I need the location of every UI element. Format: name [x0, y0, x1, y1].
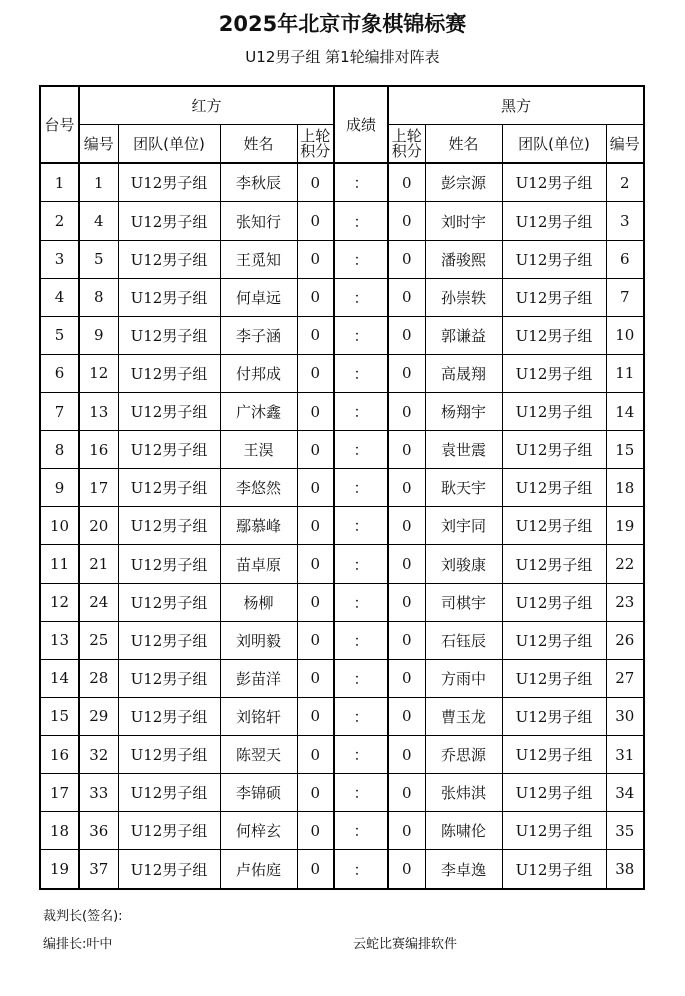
red-name-cell: 彭苗洋 — [220, 659, 297, 697]
result-cell: ： — [334, 621, 388, 659]
result-cell: ： — [334, 774, 388, 812]
black-name-cell: 潘骏熙 — [425, 240, 502, 278]
black-prev-score-cell: 0 — [388, 202, 425, 240]
black-team-cell: U12男子组 — [502, 545, 606, 583]
red-team-cell: U12男子组 — [118, 202, 220, 240]
table-row — [40, 240, 644, 278]
board-cell: 7 — [40, 393, 79, 431]
header-result: 成绩 — [334, 86, 388, 163]
red-name-cell: 李锦硕 — [220, 774, 297, 812]
red-number-cell: 28 — [79, 659, 118, 697]
board-cell: 8 — [40, 431, 79, 469]
black-prev-score-cell: 0 — [388, 736, 425, 774]
board-cell: 12 — [40, 583, 79, 621]
software-credit: 云蛇比赛编排软件 — [353, 937, 458, 952]
board-cell: 2 — [40, 202, 79, 240]
board-cell: 9 — [40, 469, 79, 507]
black-prev-score-cell: 0 — [388, 240, 425, 278]
red-team-cell: U12男子组 — [118, 850, 220, 889]
red-name-cell: 刘铭轩 — [220, 697, 297, 735]
table-row — [40, 850, 644, 889]
result-cell: ： — [334, 697, 388, 735]
header-black-side: 黑方 — [388, 86, 644, 125]
document-subtitle: U12男子组 第1轮编排对阵表 — [245, 48, 440, 66]
red-team-cell: U12男子组 — [118, 354, 220, 392]
black-team-cell: U12男子组 — [502, 431, 606, 469]
black-number-cell: 23 — [606, 583, 644, 621]
result-cell: ： — [334, 393, 388, 431]
red-number-cell: 32 — [79, 736, 118, 774]
red-number-cell: 21 — [79, 545, 118, 583]
red-prev-score-cell: 0 — [297, 240, 334, 278]
board-cell: 1 — [40, 163, 79, 202]
red-team-cell: U12男子组 — [118, 583, 220, 621]
red-number-cell: 1 — [79, 163, 118, 202]
black-prev-score-cell: 0 — [388, 507, 425, 545]
red-number-cell: 33 — [79, 774, 118, 812]
arranger-label: 编排长:叶中 — [43, 937, 113, 952]
red-team-cell: U12男子组 — [118, 316, 220, 354]
red-team-cell: U12男子组 — [118, 736, 220, 774]
black-number-cell: 11 — [606, 354, 644, 392]
red-team-cell: U12男子组 — [118, 774, 220, 812]
red-team-cell: U12男子组 — [118, 507, 220, 545]
black-number-cell: 27 — [606, 659, 644, 697]
red-name-cell: 李子涵 — [220, 316, 297, 354]
red-name-cell: 卢佑庭 — [220, 850, 297, 889]
black-number-cell: 30 — [606, 697, 644, 735]
red-team-cell: U12男子组 — [118, 545, 220, 583]
black-name-cell: 郭谦益 — [425, 316, 502, 354]
table-row — [40, 354, 644, 392]
red-number-cell: 24 — [79, 583, 118, 621]
red-name-cell: 王淏 — [220, 431, 297, 469]
table-row — [40, 431, 644, 469]
black-team-cell: U12男子组 — [502, 583, 606, 621]
black-name-cell: 方雨中 — [425, 659, 502, 697]
black-name-cell: 司棋宇 — [425, 583, 502, 621]
table-row — [40, 659, 644, 697]
red-prev-score-cell: 0 — [297, 278, 334, 316]
red-number-cell: 8 — [79, 278, 118, 316]
black-team-cell: U12男子组 — [502, 316, 606, 354]
red-number-cell: 36 — [79, 812, 118, 850]
black-team-cell: U12男子组 — [502, 507, 606, 545]
table-row — [40, 812, 644, 850]
header-red-name: 姓名 — [220, 125, 297, 164]
red-team-cell: U12男子组 — [118, 163, 220, 202]
table-row — [40, 583, 644, 621]
red-number-cell: 16 — [79, 431, 118, 469]
black-number-cell: 15 — [606, 431, 644, 469]
red-team-cell: U12男子组 — [118, 697, 220, 735]
black-name-cell: 孙崇轶 — [425, 278, 502, 316]
black-name-cell: 石钰辰 — [425, 621, 502, 659]
black-prev-score-cell: 0 — [388, 697, 425, 735]
header-red-team: 团队(单位) — [118, 125, 220, 164]
black-name-cell: 李卓逸 — [425, 850, 502, 889]
red-number-cell: 4 — [79, 202, 118, 240]
result-cell: ： — [334, 431, 388, 469]
red-name-cell: 李秋辰 — [220, 163, 297, 202]
black-name-cell: 高晟翔 — [425, 354, 502, 392]
red-name-cell: 张知行 — [220, 202, 297, 240]
red-name-cell: 苗卓原 — [220, 545, 297, 583]
black-prev-score-cell: 0 — [388, 316, 425, 354]
table-row — [40, 278, 644, 316]
black-name-cell: 彭宗源 — [425, 163, 502, 202]
red-prev-score-cell: 0 — [297, 583, 334, 621]
black-prev-score-cell: 0 — [388, 774, 425, 812]
black-prev-score-cell: 0 — [388, 163, 425, 202]
black-number-cell: 38 — [606, 850, 644, 889]
black-prev-score-cell: 0 — [388, 659, 425, 697]
red-number-cell: 5 — [79, 240, 118, 278]
table-row — [40, 316, 644, 354]
black-team-cell: U12男子组 — [502, 354, 606, 392]
red-prev-score-cell: 0 — [297, 507, 334, 545]
black-name-cell: 耿天宇 — [425, 469, 502, 507]
result-cell: ： — [334, 583, 388, 621]
table-row — [40, 163, 644, 202]
red-prev-score-cell: 0 — [297, 202, 334, 240]
pairing-table — [39, 85, 645, 890]
black-prev-score-cell: 0 — [388, 545, 425, 583]
red-team-cell: U12男子组 — [118, 812, 220, 850]
red-number-cell: 20 — [79, 507, 118, 545]
black-prev-score-cell: 0 — [388, 621, 425, 659]
black-name-cell: 刘骏康 — [425, 545, 502, 583]
board-cell: 6 — [40, 354, 79, 392]
black-prev-score-cell: 0 — [388, 393, 425, 431]
board-cell: 19 — [40, 850, 79, 889]
black-number-cell: 19 — [606, 507, 644, 545]
referee-signature-label: 裁判长(签名): — [43, 909, 123, 924]
black-number-cell: 26 — [606, 621, 644, 659]
black-number-cell: 3 — [606, 202, 644, 240]
red-team-cell: U12男子组 — [118, 431, 220, 469]
header-black-prev-score: 上轮 积分 — [388, 125, 425, 164]
header-red-prev-score: 上轮 积分 — [297, 125, 334, 164]
board-cell: 3 — [40, 240, 79, 278]
table-row — [40, 621, 644, 659]
red-number-cell: 37 — [79, 850, 118, 889]
black-team-cell: U12男子组 — [502, 278, 606, 316]
table-row — [40, 393, 644, 431]
board-cell: 16 — [40, 736, 79, 774]
header-black-number: 编号 — [606, 125, 644, 164]
result-cell: ： — [334, 163, 388, 202]
board-cell: 5 — [40, 316, 79, 354]
black-team-cell: U12男子组 — [502, 659, 606, 697]
header-board: 台号 — [40, 86, 79, 163]
table-row — [40, 469, 644, 507]
black-prev-score-cell: 0 — [388, 469, 425, 507]
red-name-cell: 李悠然 — [220, 469, 297, 507]
black-number-cell: 22 — [606, 545, 644, 583]
table-row — [40, 736, 644, 774]
black-number-cell: 14 — [606, 393, 644, 431]
black-team-cell: U12男子组 — [502, 202, 606, 240]
table-row — [40, 507, 644, 545]
result-cell: ： — [334, 507, 388, 545]
black-name-cell: 乔思源 — [425, 736, 502, 774]
board-cell: 14 — [40, 659, 79, 697]
board-cell: 4 — [40, 278, 79, 316]
black-number-cell: 7 — [606, 278, 644, 316]
black-number-cell: 6 — [606, 240, 644, 278]
black-name-cell: 张炜淇 — [425, 774, 502, 812]
red-name-cell: 杨柳 — [220, 583, 297, 621]
red-prev-score-cell: 0 — [297, 393, 334, 431]
pairing-rows — [40, 163, 644, 889]
board-cell: 15 — [40, 697, 79, 735]
board-cell: 17 — [40, 774, 79, 812]
black-name-cell: 曹玉龙 — [425, 697, 502, 735]
black-number-cell: 31 — [606, 736, 644, 774]
red-name-cell: 鄢慕峰 — [220, 507, 297, 545]
red-team-cell: U12男子组 — [118, 659, 220, 697]
header-black-name: 姓名 — [425, 125, 502, 164]
result-cell: ： — [334, 659, 388, 697]
red-name-cell: 陈翌天 — [220, 736, 297, 774]
black-team-cell: U12男子组 — [502, 736, 606, 774]
table-row — [40, 202, 644, 240]
red-number-cell: 12 — [79, 354, 118, 392]
result-cell: ： — [334, 278, 388, 316]
result-cell: ： — [334, 812, 388, 850]
red-prev-score-cell: 0 — [297, 736, 334, 774]
black-prev-score-cell: 0 — [388, 431, 425, 469]
red-prev-score-cell: 0 — [297, 621, 334, 659]
red-prev-score-cell: 0 — [297, 431, 334, 469]
result-cell: ： — [334, 202, 388, 240]
red-prev-score-cell: 0 — [297, 545, 334, 583]
red-prev-score-cell: 0 — [297, 812, 334, 850]
red-team-cell: U12男子组 — [118, 393, 220, 431]
result-cell: ： — [334, 240, 388, 278]
black-team-cell: U12男子组 — [502, 697, 606, 735]
table-row — [40, 774, 644, 812]
header-red-side: 红方 — [79, 86, 334, 125]
black-number-cell: 35 — [606, 812, 644, 850]
red-number-cell: 29 — [79, 697, 118, 735]
red-name-cell: 何卓远 — [220, 278, 297, 316]
black-number-cell: 34 — [606, 774, 644, 812]
black-team-cell: U12男子组 — [502, 163, 606, 202]
red-prev-score-cell: 0 — [297, 163, 334, 202]
red-prev-score-cell: 0 — [297, 659, 334, 697]
red-prev-score-cell: 0 — [297, 316, 334, 354]
red-name-cell: 付邦成 — [220, 354, 297, 392]
black-team-cell: U12男子组 — [502, 469, 606, 507]
table-row — [40, 697, 644, 735]
board-cell: 10 — [40, 507, 79, 545]
result-cell: ： — [334, 545, 388, 583]
black-number-cell: 18 — [606, 469, 644, 507]
black-prev-score-cell: 0 — [388, 812, 425, 850]
red-number-cell: 13 — [79, 393, 118, 431]
black-team-cell: U12男子组 — [502, 393, 606, 431]
board-cell: 11 — [40, 545, 79, 583]
black-prev-score-cell: 0 — [388, 278, 425, 316]
red-team-cell: U12男子组 — [118, 469, 220, 507]
black-prev-score-cell: 0 — [388, 850, 425, 889]
result-cell: ： — [334, 316, 388, 354]
red-team-cell: U12男子组 — [118, 278, 220, 316]
red-name-cell: 广沐鑫 — [220, 393, 297, 431]
result-cell: ： — [334, 850, 388, 889]
board-cell: 13 — [40, 621, 79, 659]
red-prev-score-cell: 0 — [297, 697, 334, 735]
black-team-cell: U12男子组 — [502, 850, 606, 889]
red-number-cell: 9 — [79, 316, 118, 354]
result-cell: ： — [334, 469, 388, 507]
header-black-team: 团队(单位) — [502, 125, 606, 164]
result-cell: ： — [334, 736, 388, 774]
red-prev-score-cell: 0 — [297, 354, 334, 392]
document-title: 2025年北京市象棋锦标赛 — [218, 12, 467, 36]
black-prev-score-cell: 0 — [388, 354, 425, 392]
black-name-cell: 袁世震 — [425, 431, 502, 469]
red-team-cell: U12男子组 — [118, 240, 220, 278]
black-team-cell: U12男子组 — [502, 812, 606, 850]
black-number-cell: 2 — [606, 163, 644, 202]
table-row — [40, 545, 644, 583]
red-prev-score-cell: 0 — [297, 850, 334, 889]
red-name-cell: 刘明毅 — [220, 621, 297, 659]
black-team-cell: U12男子组 — [502, 621, 606, 659]
header-red-number: 编号 — [79, 125, 118, 164]
red-prev-score-cell: 0 — [297, 774, 334, 812]
black-name-cell: 刘宇同 — [425, 507, 502, 545]
black-prev-score-cell: 0 — [388, 583, 425, 621]
red-number-cell: 25 — [79, 621, 118, 659]
black-team-cell: U12男子组 — [502, 240, 606, 278]
black-team-cell: U12男子组 — [502, 774, 606, 812]
result-cell: ： — [334, 354, 388, 392]
red-number-cell: 17 — [79, 469, 118, 507]
black-name-cell: 杨翔宇 — [425, 393, 502, 431]
red-prev-score-cell: 0 — [297, 469, 334, 507]
red-team-cell: U12男子组 — [118, 621, 220, 659]
red-name-cell: 何梓玄 — [220, 812, 297, 850]
black-number-cell: 10 — [606, 316, 644, 354]
red-name-cell: 王觅知 — [220, 240, 297, 278]
black-name-cell: 陈啸伦 — [425, 812, 502, 850]
board-cell: 18 — [40, 812, 79, 850]
black-name-cell: 刘时宇 — [425, 202, 502, 240]
